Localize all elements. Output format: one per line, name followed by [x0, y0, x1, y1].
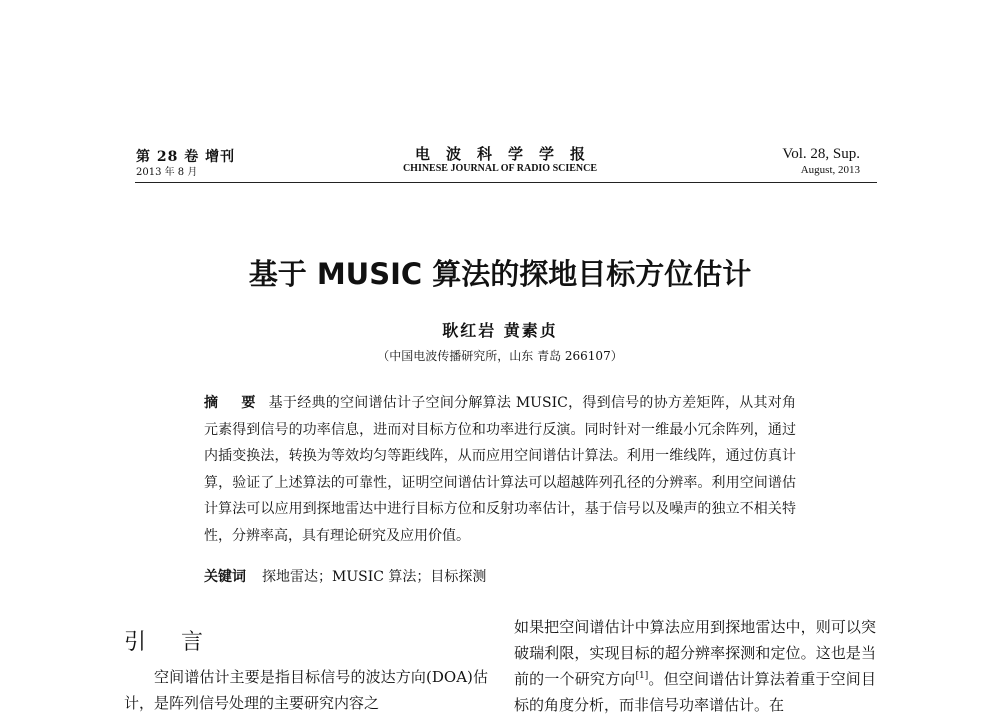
right-paragraph [514, 614, 876, 718]
keywords [204, 566, 486, 586]
right-text-part1: 如果把空间谱估计中算法应用到探地雷达中，则可以突破瑞利限，实现目标的超分辨率探测和定位。这也是当前的一个研究方向 [514, 618, 876, 688]
keywords-text: 探地雷达；MUSIC 算法；目标探测 [262, 569, 487, 585]
journal-name-en: CHINESE JOURNAL OF RADIO SCIENCE [402, 163, 598, 174]
right-text-part2: 。但空间谱估计算法着重于空间目标的角度分析，而非信号功率谱估计。在 [514, 670, 876, 714]
volume-issue-en: Vol. 28, Sup. [782, 146, 860, 162]
volume-issue-cn: 第 28 卷 增刊 [136, 149, 236, 165]
right-column [514, 614, 876, 718]
citation-ref: [1] [635, 671, 649, 681]
paper-title: 基于 MUSIC 算法的探地目标方位估计 [248, 257, 752, 291]
publication-date-cn: 2013 年 8 月 [136, 167, 198, 178]
author-affiliation: （中国电波传播研究所，山东 青岛 266107） [377, 349, 623, 363]
abstract-label: 摘 要 [204, 395, 265, 411]
paper-authors: 耿红岩 黄素贞 [442, 321, 558, 340]
abstract [204, 390, 796, 549]
intro-paragraph: 空间谱估计主要是指目标信号的波达方向(DOA)估计，是阵列信号处理的主要研究内容之 [124, 668, 488, 712]
keywords-label: 关键词 [204, 569, 246, 585]
header-rule [135, 182, 877, 183]
journal-name-cn: 电波科学学报 [414, 145, 601, 163]
abstract-text: 基于经典的空间谱估计子空间分解算法 MUSIC，得到信号的协方差矩阵，从其对角元素得到信号的功率信息，进而对目标方位和功率进行反演。同时针对一维最小冗余阵列，通过内插变换法，转换为等效均匀等距线阵，从而应用空间谱估计算法。利用一维线阵，通过仿真计算，验证了上述算法的可靠性，证明空间谱估计算法可以超越阵列孔径的分辨率。利用空间谱估计算法可以应用到探地雷达中进行目标方位和反射功率估计，基于信号以及噪声的独立不相关特性，分辨率高，具有理论研究及应用价值。 [204, 395, 797, 544]
left-column [124, 664, 488, 716]
section-heading-introduction: 引 言 [124, 630, 217, 655]
publication-date-en: August, 2013 [800, 164, 860, 176]
